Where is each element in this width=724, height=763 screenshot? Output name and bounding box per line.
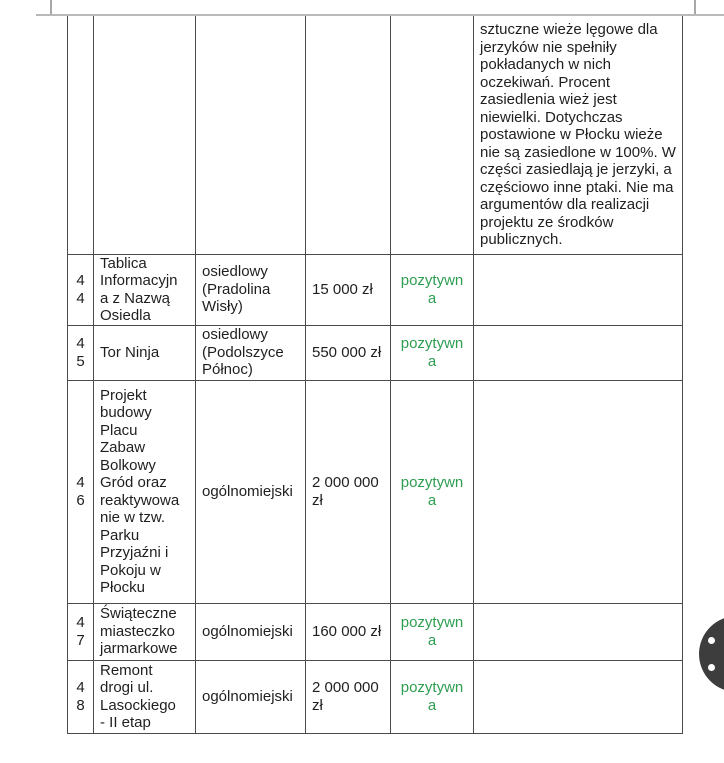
project-type-cell: osiedlowy (Podolszyce Północ) xyxy=(196,325,306,380)
project-cost-cell: 160 000 zł xyxy=(306,603,391,660)
project-id-cell: 44 xyxy=(68,254,94,325)
project-cost-cell: 2 000 000 zł xyxy=(306,660,391,733)
project-id-cell: 46 xyxy=(68,380,94,603)
project-cost-cell xyxy=(306,16,391,254)
project-comment-cell xyxy=(474,254,683,325)
project-id-cell: 45 xyxy=(68,325,94,380)
table-row xyxy=(68,603,683,660)
project-type-cell: osiedlowy (Pradolina Wisły) xyxy=(196,254,306,325)
project-id-cell: 48 xyxy=(68,660,94,733)
project-type-cell: ogólnomiejski xyxy=(196,603,306,660)
project-comment-cell xyxy=(474,325,683,380)
project-name-cell: Tablica Informacyjna z Nazwą Osiedla xyxy=(94,254,196,325)
projects-table xyxy=(67,16,683,734)
previous-row-border-tick-right xyxy=(694,0,696,15)
project-comment-cell xyxy=(474,380,683,603)
project-name-cell: Projekt budowy Placu Zabaw Bolkowy Gród oraz reaktywowanie w tzw. Parku Przyjaźni i Pokoju w Płocku xyxy=(94,380,196,603)
project-type-cell: ogólnomiejski xyxy=(196,660,306,733)
project-id-cell xyxy=(68,16,94,254)
project-opinion-cell: pozytywna xyxy=(391,660,474,733)
project-cost-cell: 2 000 000 zł xyxy=(306,380,391,603)
project-opinion-cell: pozytywna xyxy=(391,380,474,603)
table-row xyxy=(68,380,683,603)
project-name-cell: Remont drogi ul. Lasockiego - II etap xyxy=(94,660,196,733)
project-opinion-cell: pozytywna xyxy=(391,254,474,325)
project-opinion-cell: pozytywna xyxy=(391,603,474,660)
project-name-cell: Tor Ninja xyxy=(94,325,196,380)
project-opinion-cell: pozytywna xyxy=(391,325,474,380)
dots-icon xyxy=(708,637,715,644)
previous-row-border-tick-left xyxy=(50,0,52,15)
project-name-cell: Świąteczne miasteczko jarmarkowe xyxy=(94,603,196,660)
table-row xyxy=(68,325,683,380)
table-row xyxy=(68,16,683,254)
project-comment-cell: sztuczne wieże lęgowe dla jerzyków nie spełniły pokładanych w nich oczekiwań. Procent zasiedlenia wież jest niewielki. Dotychczas postawione w Płocku wieże nie są zasiedlone w 100%. W części zasiedlają je jerzyki, a częściowo inne ptaki. Nie ma argumentów dla realizacji projektu ze środków publicznych. xyxy=(474,16,683,254)
project-comment-cell xyxy=(474,603,683,660)
project-opinion-cell xyxy=(391,16,474,254)
project-comment-cell xyxy=(474,660,683,733)
project-cost-cell: 550 000 zł xyxy=(306,325,391,380)
project-type-cell: ogólnomiejski xyxy=(196,380,306,603)
project-name-cell xyxy=(94,16,196,254)
project-type-cell xyxy=(196,16,306,254)
project-id-cell: 47 xyxy=(68,603,94,660)
dots-icon xyxy=(708,664,715,671)
project-cost-cell: 15 000 zł xyxy=(306,254,391,325)
table-row xyxy=(68,660,683,733)
table-row xyxy=(68,254,683,325)
floating-action-button[interactable] xyxy=(699,616,724,692)
